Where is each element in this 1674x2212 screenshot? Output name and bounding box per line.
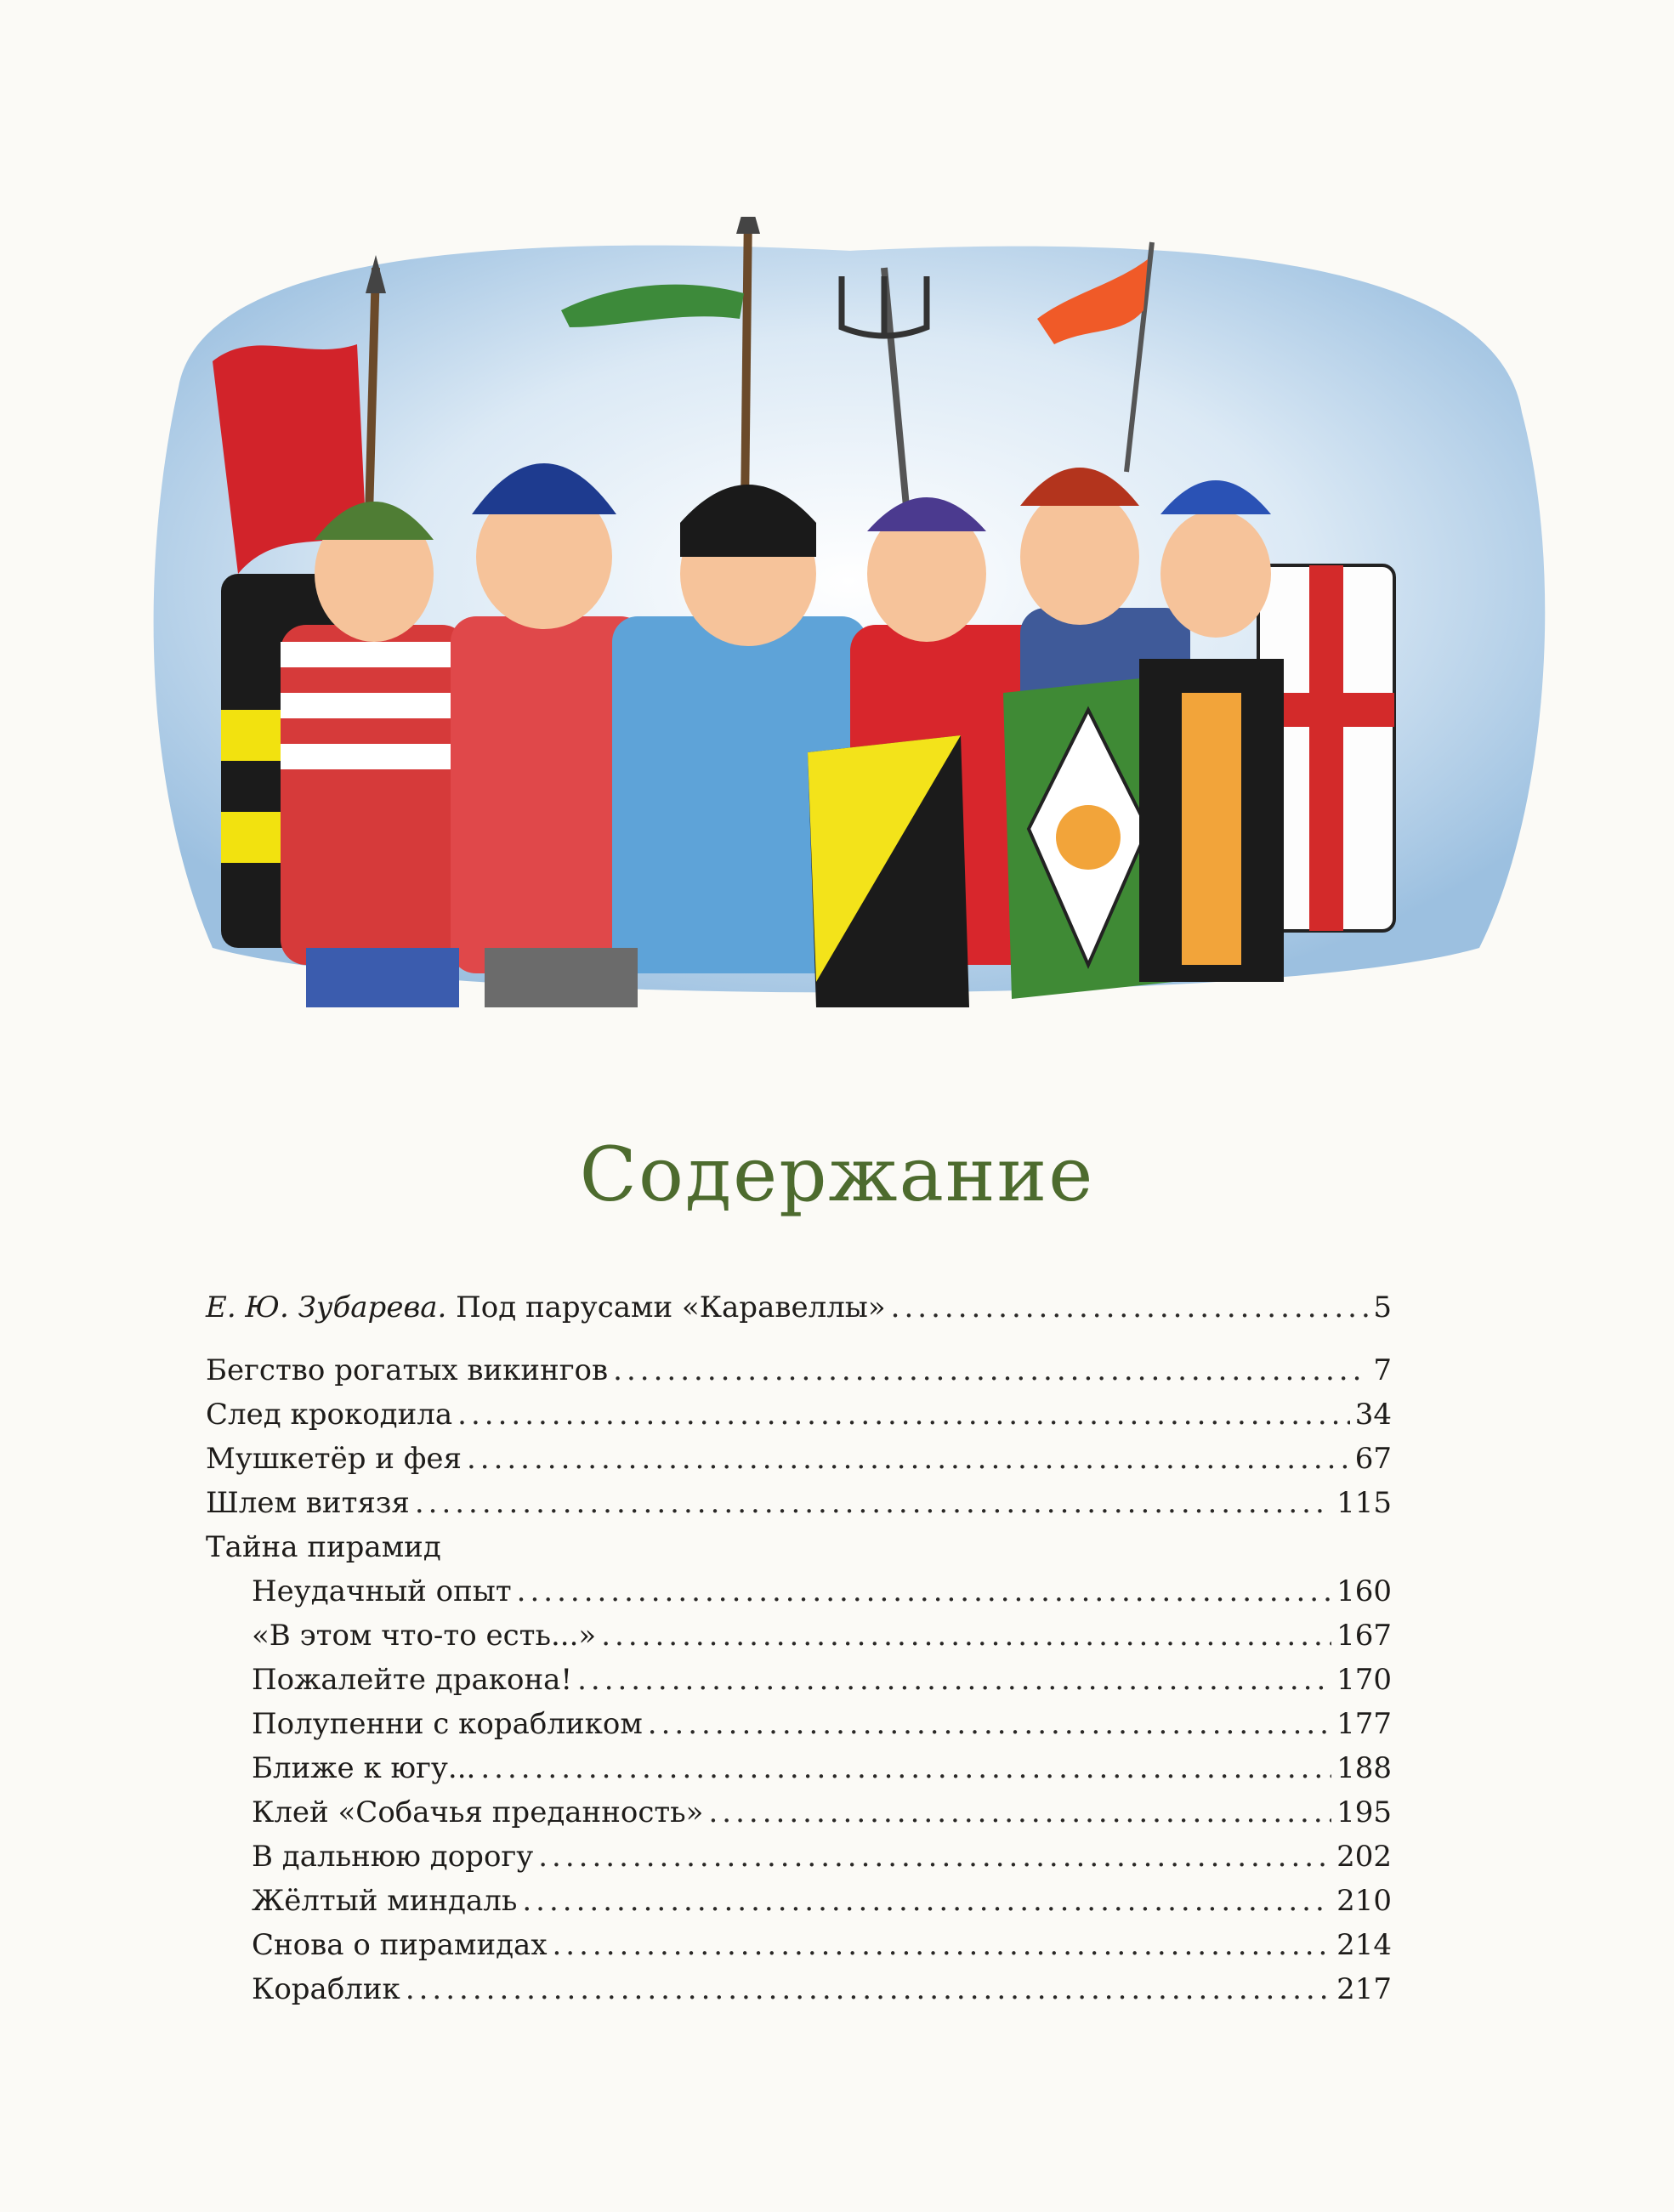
page-number: 195 (1336, 1795, 1392, 1829)
toc-subentry[interactable] (206, 1569, 1392, 1614)
dot-leader (522, 1879, 1331, 1923)
section-title: Тайна пирамид (206, 1530, 441, 1564)
dot-leader (457, 1392, 1350, 1437)
toc-title: Содержание (579, 1131, 1095, 1218)
dot-leader (613, 1348, 1368, 1392)
toc-entry-title: Мушкетёр и фея (206, 1442, 462, 1476)
toc-entry-title: След крокодила (206, 1398, 453, 1432)
page-number: 160 (1336, 1574, 1392, 1608)
toc-entry-title: Пожалейте дракона! (252, 1663, 573, 1697)
page-number: 34 (1354, 1398, 1392, 1432)
page-number: 177 (1336, 1707, 1392, 1741)
toc-entry-title: В дальнюю дорогу (252, 1840, 534, 1874)
intro-title: Под парусами «Каравеллы» (456, 1290, 886, 1324)
page-number: 67 (1354, 1442, 1392, 1476)
dot-leader (415, 1481, 1331, 1525)
page-number: 188 (1336, 1751, 1392, 1785)
dot-leader (480, 1746, 1331, 1790)
toc-subentry[interactable] (206, 1835, 1392, 1879)
page-number: 202 (1336, 1840, 1392, 1874)
cover-illustration (85, 217, 1607, 1007)
toc-entry-title: Клей «Собачья преданность» (252, 1795, 704, 1829)
toc-subentry[interactable] (206, 1790, 1392, 1835)
page-number: 7 (1373, 1353, 1392, 1387)
page-number: 115 (1336, 1486, 1392, 1520)
toc-entry-title: Неудачный опыт (252, 1574, 512, 1608)
toc-entry-title: Снова о пирамидах (252, 1928, 548, 1962)
toc-subentry[interactable] (206, 1614, 1392, 1658)
toc-entry-title: «В этом что-то есть...» (252, 1619, 597, 1653)
toc-entry-title: Полупенни с корабликом (252, 1707, 643, 1741)
toc-subentry[interactable] (206, 1702, 1392, 1746)
toc-entry[interactable] (206, 1437, 1392, 1481)
dot-leader (406, 1967, 1331, 2011)
author-name: Е. Ю. Зубарева. (206, 1290, 447, 1324)
toc-entry-label (206, 1285, 886, 1330)
dot-leader (517, 1569, 1331, 1614)
page-number: 214 (1336, 1928, 1392, 1962)
page-number: 210 (1336, 1884, 1392, 1918)
toc-subentry[interactable] (206, 1879, 1392, 1923)
toc-entry-intro[interactable] (206, 1285, 1392, 1330)
toc-entry-title: Шлем витязя (206, 1486, 410, 1520)
dot-leader (891, 1285, 1369, 1330)
toc-entry[interactable] (206, 1348, 1392, 1392)
toc-subentry[interactable] (206, 1658, 1392, 1702)
toc-entry-title: Ближе к югу... (252, 1751, 476, 1785)
dot-leader (577, 1658, 1331, 1702)
toc-subentry[interactable] (206, 1746, 1392, 1790)
page-number: 5 (1373, 1290, 1392, 1324)
toc-entry[interactable] (206, 1481, 1392, 1525)
toc-entry-title: Бегство рогатых викингов (206, 1353, 609, 1387)
toc-entry[interactable] (206, 1392, 1392, 1437)
toc-entry-title: Кораблик (252, 1972, 400, 2006)
dot-leader (601, 1614, 1331, 1658)
toc-section-heading[interactable] (206, 1525, 1392, 1569)
dot-leader (538, 1835, 1331, 1879)
toc-subentry[interactable] (206, 1923, 1392, 1967)
page-number: 170 (1336, 1663, 1392, 1697)
table-of-contents (206, 1285, 1392, 2011)
dot-leader (467, 1437, 1350, 1481)
dot-leader (648, 1702, 1331, 1746)
toc-subentry[interactable] (206, 1967, 1392, 2011)
page-number: 167 (1336, 1619, 1392, 1653)
dot-leader (553, 1923, 1332, 1967)
page-number: 217 (1336, 1972, 1392, 2006)
toc-entry-title: Жёлтый миндаль (252, 1884, 518, 1918)
dot-leader (708, 1790, 1331, 1835)
